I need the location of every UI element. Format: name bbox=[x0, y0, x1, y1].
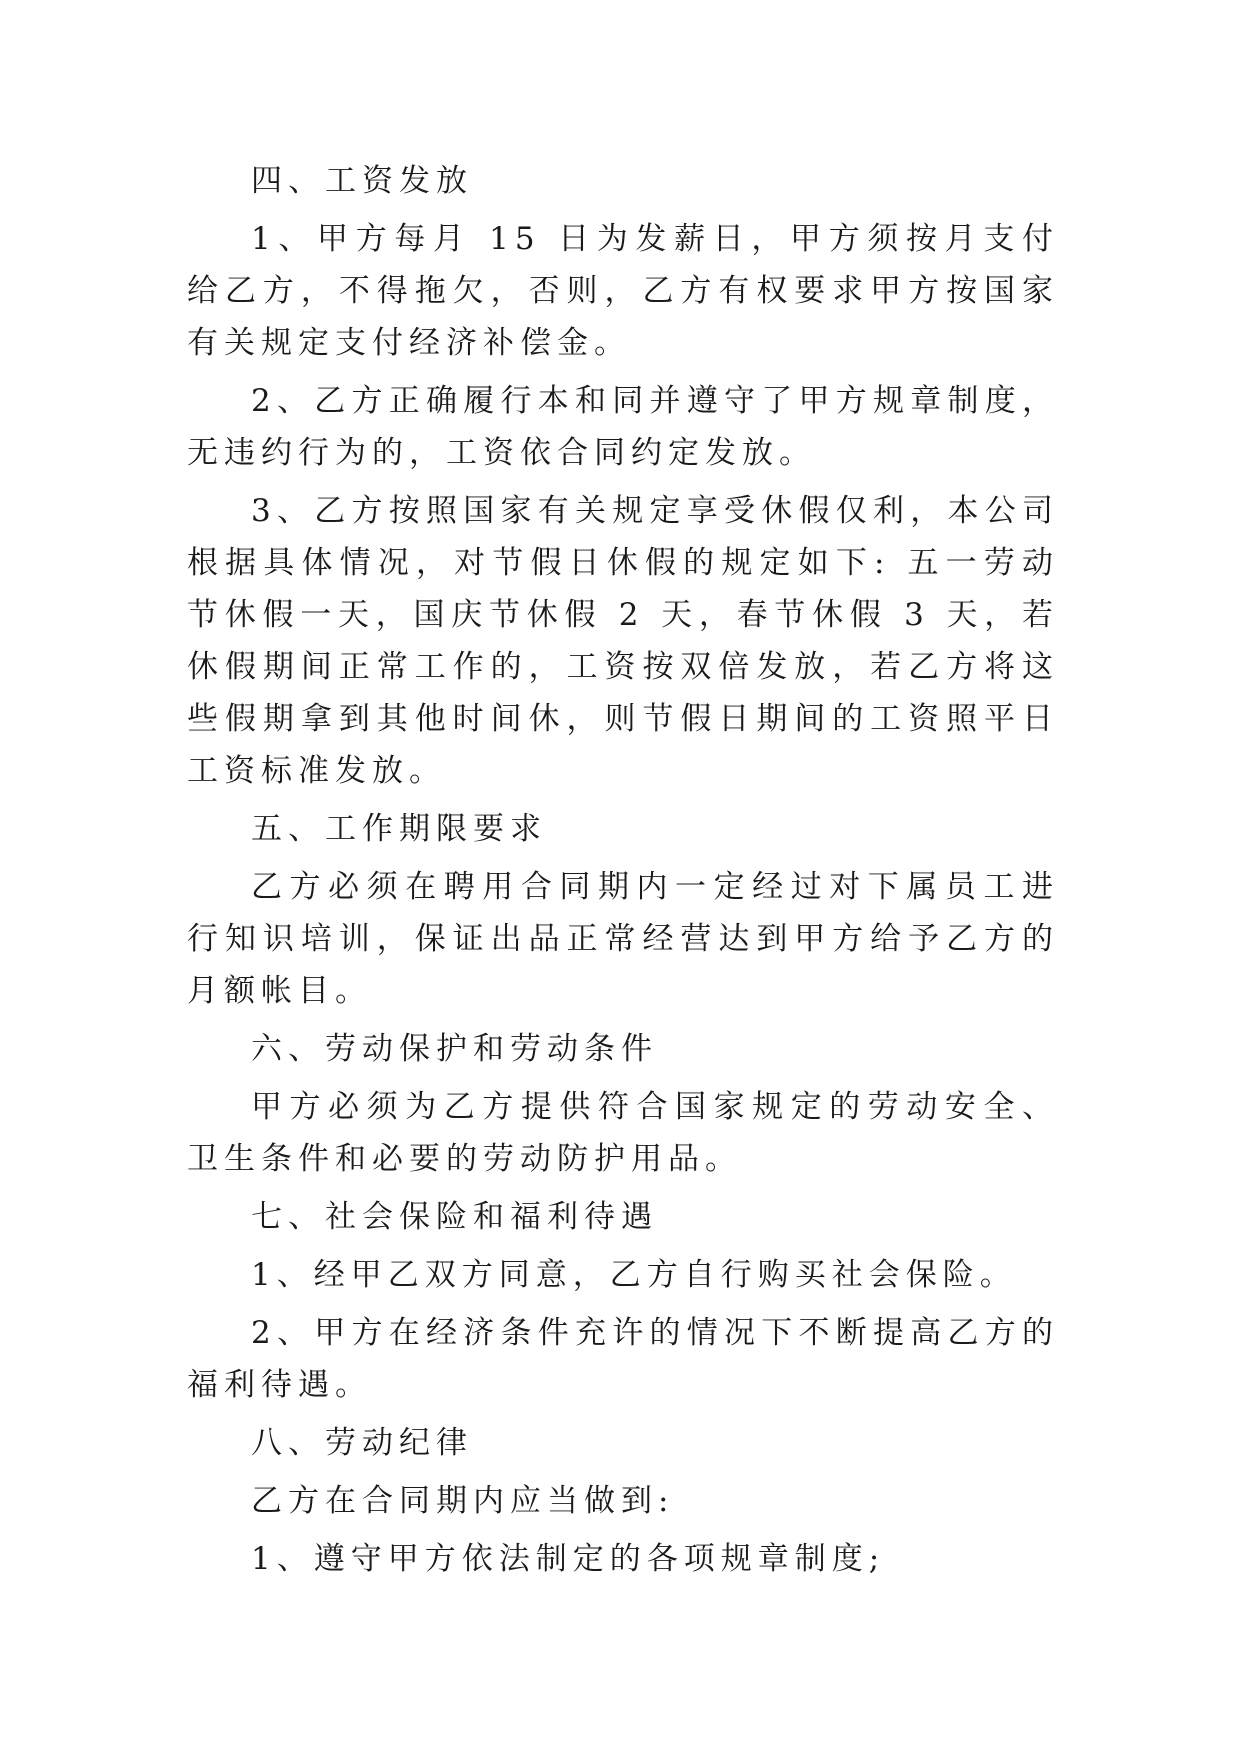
paragraph-obligations-intro: 乙方在合同期内应当做到: bbox=[251, 1483, 675, 1519]
section-heading-wage-payment: 四、工资发放 bbox=[251, 163, 473, 199]
section-heading-labor-protection: 六、劳动保护和劳动条件 bbox=[251, 1031, 658, 1067]
section-heading-work-term: 五、工作期限要求 bbox=[251, 811, 547, 847]
paragraph-obligation-rules: 1、遵守甲方依法制定的各项规章制度; bbox=[251, 1541, 886, 1577]
paragraph-insurance-purchase: 1、经甲乙双方同意，乙方自行购买社会保险。 bbox=[251, 1257, 1017, 1293]
paragraph-holidays: 3、乙方按照国家有关规定享受休假仅利，本公司根据具体情况，对节假日休假的规定如下: 五一劳动节休假一天，国庆节休假 2 天，春节休假 3 天，若休假期间正常工作的，工资按双倍发放，若乙方将这些假期拿到其他时间休，则节假日期间的工资照平日工资标准发放。 bbox=[187, 493, 1059, 789]
paragraph-welfare-improvement: 2、甲方在经济条件充许的情况下不断提高乙方的福利待遇。 bbox=[187, 1315, 1059, 1403]
paragraph-payday: 1、甲方每月 15 日为发薪日，甲方须按月支付给乙方，不得拖欠，否则，乙方有权要求甲方按国家有关规定支付经济补偿金。 bbox=[187, 221, 1059, 361]
paragraph-wage-per-contract: 2、乙方正确履行本和同并遵守了甲方规章制度，无违约行为的，工资依合同约定发放。 bbox=[187, 383, 1059, 471]
paragraph-staff-training: 乙方必须在聘用合同期内一定经过对下属员工进行知识培训，保证出品正常经营达到甲方给予乙方的月额帐目。 bbox=[187, 869, 1059, 1009]
document-body bbox=[187, 155, 1059, 1591]
paragraph-safety-conditions: 甲方必须为乙方提供符合国家规定的劳动安全、卫生条件和必要的劳动防护用品。 bbox=[187, 1089, 1059, 1177]
section-heading-labor-discipline: 八、劳动纪律 bbox=[251, 1425, 473, 1461]
section-heading-social-insurance: 七、社会保险和福利待遇 bbox=[251, 1199, 658, 1235]
